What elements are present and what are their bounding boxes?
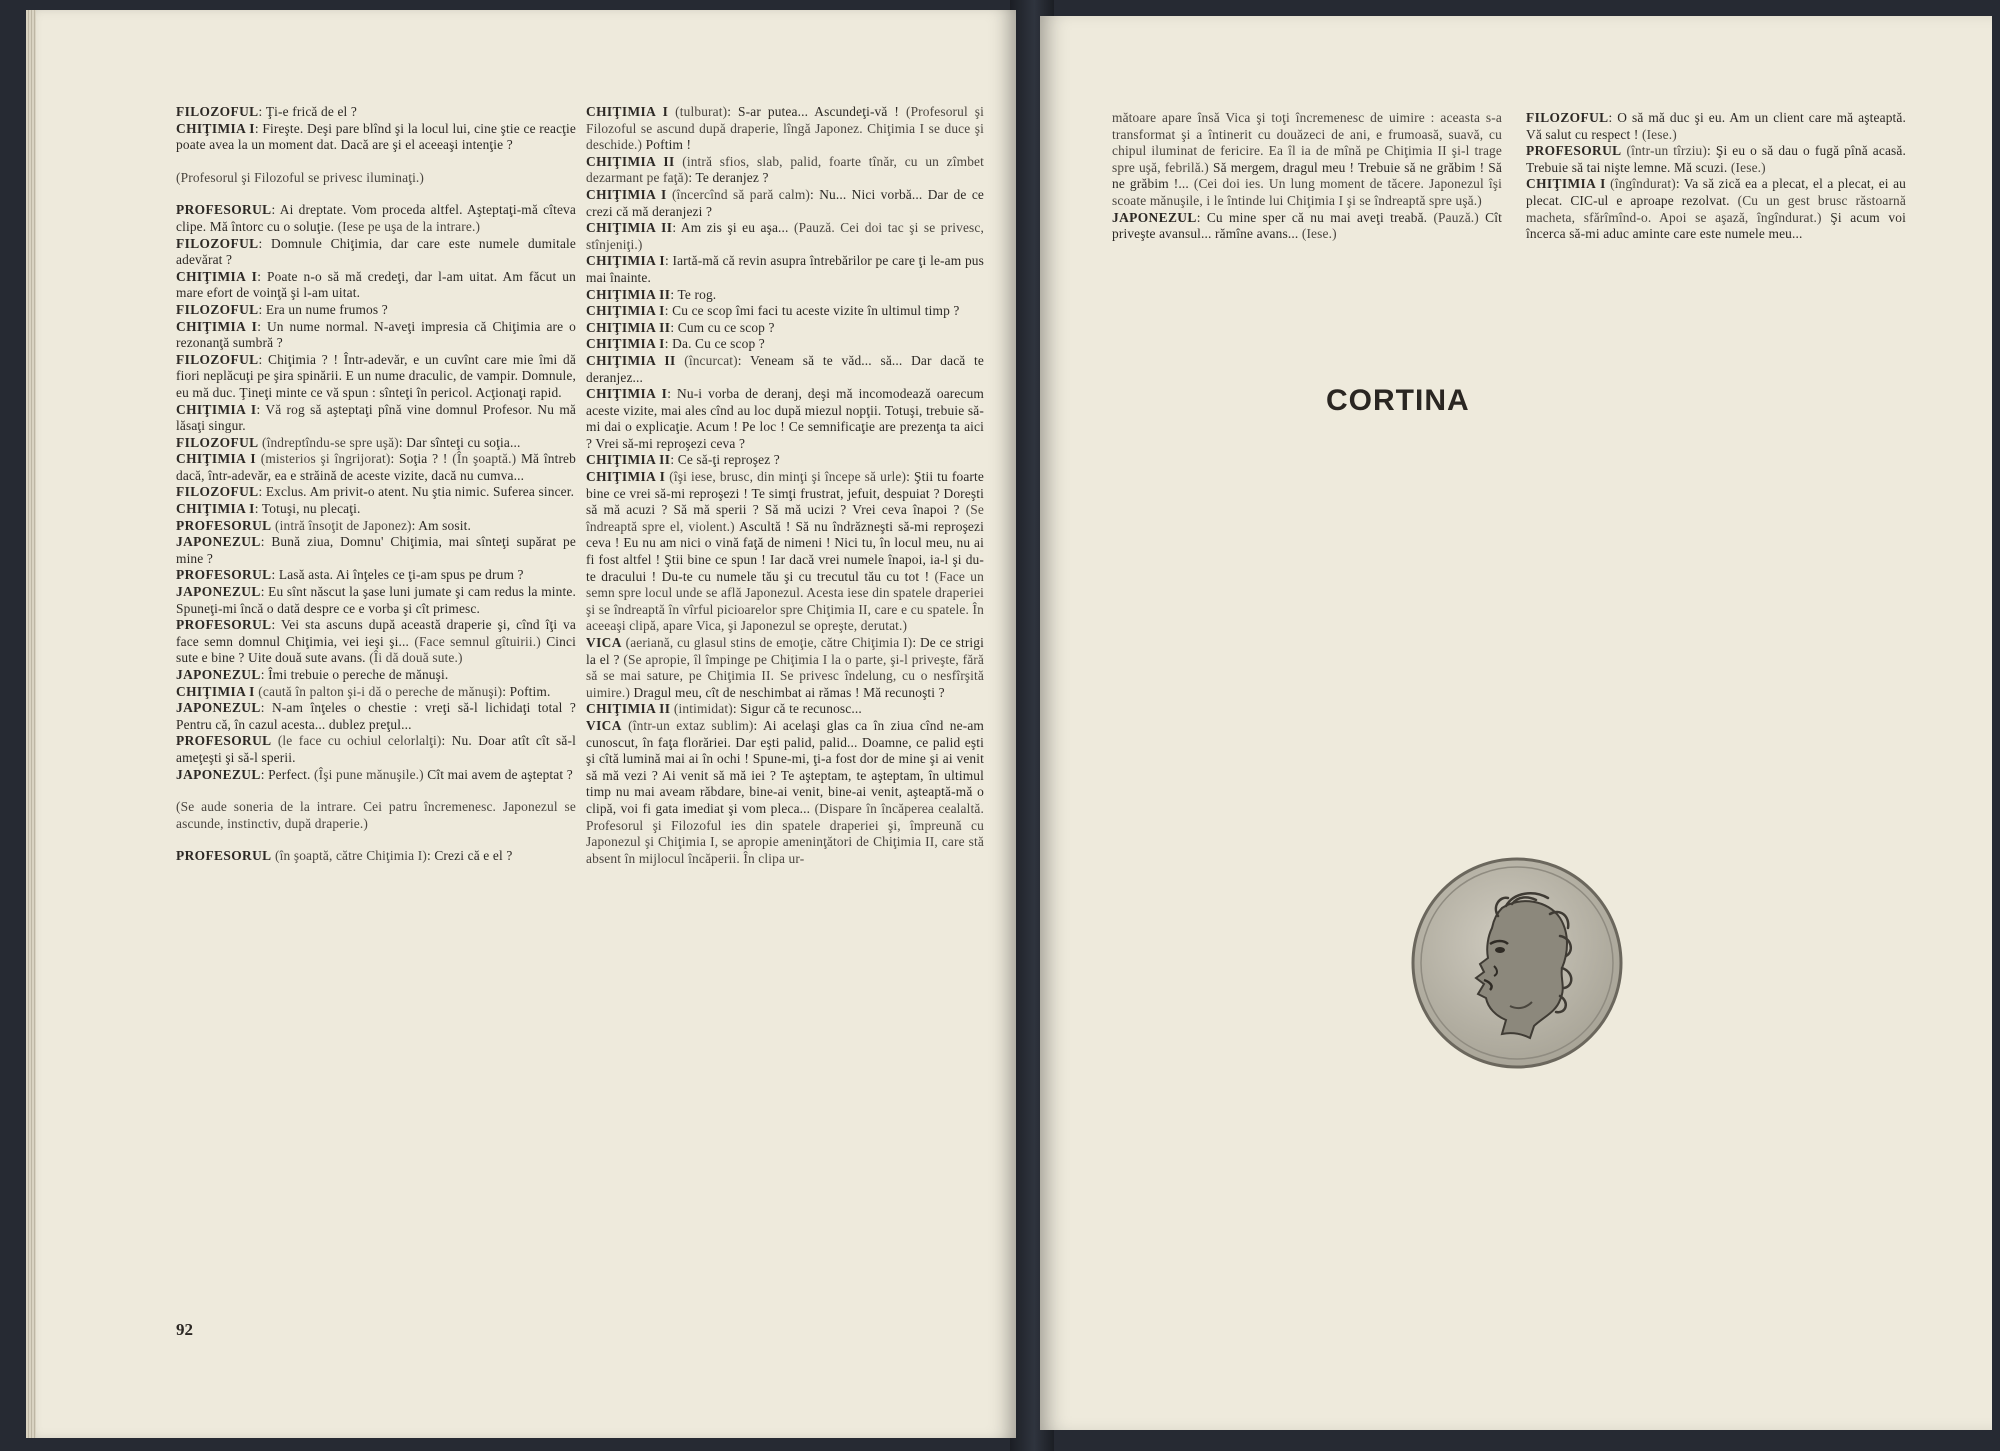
dialogue-text: : Nu... Nici vorbă... Dar de ce crezi că mă deranjezi ? [586,186,984,219]
dialogue-paragraph [586,220,984,253]
dialogue-text: Dragul meu, cît de neschimbat ai rămas ! Mă recunoşti ? [629,684,945,700]
dialogue-paragraph [586,253,984,286]
dialogue-text: Cinci sute e bine ? Uite două sute avans. [176,633,576,666]
dialogue-text: : Fireşte. Deşi pare blînd şi la locul lui, cine ştie ce reacţie poate avea la un moment dat. Dacă are şi el aceeaşi intenţie ? [176,120,577,153]
dialogue-paragraph [586,187,984,220]
dialogue-paragraph [176,617,576,667]
dialogue-paragraph [1112,210,1502,243]
dialogue-text: : Ştii tu foarte bine ce vrei să-mi reproşezi ! Te simţi frustrat, jefuit, despuiat ? Doreşti să mă acuzi ? Să mă sperii ? Să mă ucizi ? Vrei ceva înapoi ? [586,469,984,518]
dialogue-paragraph [176,518,576,535]
dialogue-paragraph [586,386,984,452]
dialogue-paragraph [176,733,576,766]
dialogue-paragraph [176,484,576,501]
page-number: 92 [176,1320,193,1339]
dialogue-paragraph [586,452,984,469]
stage-direction: (Se îndreaptă spre el, violent.) [586,502,984,534]
left-page-column-2 [586,104,984,867]
dialogue-paragraph [176,848,576,865]
speaker-name: CHIŢIMIA I [586,386,668,402]
page-edges [26,10,36,1438]
dialogue-text: : Îmi trebuie o pereche de mănuşi. [260,667,449,682]
dialogue-text: : Veneam să te văd... să... Dar dacă te deranjez... [586,352,985,385]
dialogue-text: : Ai dreptate. Vom proceda altfel. Aşteptaţi-mă cîteva clipe. Mă întorc cu o soluţie. [176,202,576,234]
dialogue-text: : Vei sta ascuns după această draperie şi, cînd îţi va face semn domnul Chiţimia, vei ieşi şi... [176,617,576,649]
dialogue-text: : Am sosit. [411,517,471,533]
dialogue-paragraph [176,104,576,121]
dialogue-text: : Crezi că e el ? [426,848,513,864]
stage-direction: (le face cu ochiul celorlalţi) [277,733,442,749]
dialogue-paragraph [176,352,576,402]
dialogue-text: Cît mai avem de aşteptat ? [423,766,573,782]
speaker-name: CHIŢIMIA II [586,319,671,335]
dialogue-text: : O să mă duc şi eu. Am un client care mă aşteaptă. Vă salut cu respect ! [1526,110,1906,142]
speaker-name: CHIŢIMIA II [586,286,671,302]
speaker-name: JAPONEZUL [176,667,261,682]
speaker-name: FILOZOFUL [176,434,259,450]
stage-direction: (Dispare în încăperea cealaltă. Profesorul şi Filozoful ies din spatele draperiei şi, împreună cu Japonezul şi Chiţimia I, se apropie ameninţători de Chiţimia II, care stă absent în mijlocul încăperii. În clipa ur- [586,800,984,866]
speaker-name: JAPONEZUL [176,584,261,600]
stage-direction: (Se aude soneria de la intrare. Cei patru încremenesc. Japonezul se ascunde, instinctiv, după draperie.) [176,799,576,831]
dialogue-text: : Chiţimia ? ! Într-adevăr, e un cuvînt care mie îmi dă fiori neplăcuţi pe şira spinării. E un nume draculic, de vampir. Domnule, eu mă duc. Ţineţi minte ce vă spun : sînteţi în pericol. Acţionaţi rapid. [176,351,576,400]
dialogue-text: : Sigur că te recunosc... [732,701,862,717]
stage-direction: mătoare apare însă Vica şi toţi încremenesc de uimire : aceasta s-a transformat şi a întinerit cu douăzeci de ani, e frumoasă, suavă, cu chipul iluminat de fericire. Ea îl ia de mînă pe Chiţimia II şi-l trage spre uşă, febrilă.) [1112,110,1502,175]
speaker-name: FILOZOFUL [176,235,259,251]
stage-direction: (încercînd să pară calm) [671,186,811,202]
stage-direction: (îşi iese, brusc, din minţi şi începe să urle) [669,469,907,485]
dialogue-text: : Totuşi, nu plecaţi. [254,501,361,517]
speaker-name: PROFESORUL [176,517,272,533]
stage-direction: (Se apropie, îl împinge pe Chiţimia I la o parte, şi-l priveşte, fără să se mai sature, pe Chiţimia II. Se privesc îndelung, cu o nesfîrşită uimire.) [586,651,984,700]
dialogue-paragraph [176,302,576,319]
dialogue-paragraph [1112,110,1502,210]
dialogue-text: : Nu-i vorba de deranj, deşi mă incomodează oarecum aceste vizite, mai ales cînd au loc după miezul nopţii. Totuşi, trebuie să-mi dai o explicaţie. Acum ! Pe loc ! Ce semnificaţie are prezenţa ta aici ? Vrei să-mi reproşezi ceva ? [586,386,984,451]
dialogue-paragraph [176,799,576,832]
dialogue-text: : Cu mine sper că nu mai aveţi treabă. [1196,209,1434,225]
stage-direction: (Profesorul şi Filozoful se privesc iluminaţi.) [176,169,425,185]
speaker-name: CHIŢIMIA I [176,268,258,284]
dialogue-text: : N-am înţeles o chestie : vreţi să-l lichidaţi total ? Pentru că, în cazul acesta... dublez preţul... [176,700,576,732]
speaker-name: JAPONEZUL [176,700,261,716]
speaker-name: CHIŢIMIA I [586,303,665,319]
left-page [26,10,1016,1438]
dialogue-paragraph [586,336,984,353]
right-page-column-2 [1526,110,1906,243]
dialogue-text: : Poate n-o să mă credeţi, dar l-am uitat. Am făcut un mare efort de voinţă şi l-am uitat. [176,268,576,301]
dialogue-paragraph [586,320,984,337]
dialogue-text: : Eu sînt născut la şase luni jumate şi cam redus la minte. Spuneţi-mi încă o dată despre ce e vorba şi cît primesc. [176,584,576,616]
speaker-name: CHIŢIMIA II [586,452,671,468]
dialogue-paragraph [586,104,984,154]
stage-direction: (caută în palton şi-i dă o pereche de mănuşi) [258,683,503,699]
speaker-name: CHIŢIMIA II [586,701,671,717]
dialogue-paragraph [176,402,576,435]
dialogue-text: : Şi eu o să dau o fugă pînă acasă. Trebuie să tai nişte lemne. Mă scuzi. [1526,143,1907,175]
dialogue-paragraph [176,319,576,352]
speaker-name: VICA [586,635,622,650]
stage-direction: (Iese.) [1641,126,1677,142]
dialogue-text: : Nu. Doar atît cît să-l ameţeşti şi să-l sperii. [176,733,576,765]
dialogue-text: : Ţi-e frică de el ? [258,104,358,119]
stage-direction: (Îşi pune mănuşile.) [314,766,424,782]
speaker-name: JAPONEZUL [176,534,261,550]
speaker-name: CHIŢIMIA I [176,318,258,334]
dialogue-text: : Iartă-mă că revin asupra întrebărilor pe care ţi le-am pus mai înainte. [586,253,985,285]
dialogue-paragraph [176,236,576,269]
dialogue-paragraph [176,435,576,452]
speaker-name: JAPONEZUL [176,766,261,782]
right-page [1040,16,1992,1430]
theatre-mask-medallion-icon [1410,856,1624,1070]
stage-direction: (În şoaptă.) [452,451,517,467]
dialogue-text: : Poftim. [502,683,551,699]
stage-direction: (într-un extaz sublim) [628,717,754,733]
speaker-name: CHIŢIMIA I [176,683,255,699]
speaker-name: FILOZOFUL [176,351,259,367]
speaker-name: CHIŢIMIA I [586,186,667,202]
speaker-name: CHIŢIMIA I [586,336,665,352]
speaker-name: CHIŢIMIA I [176,451,257,467]
dialogue-paragraph [586,469,984,635]
dialogue-paragraph [586,635,984,701]
dialogue-paragraph [1526,143,1906,176]
stage-direction: (în şoaptă, către Chiţimia I) [275,848,427,864]
speaker-name: FILOZOFUL [1526,110,1609,125]
dialogue-text: : Soţia ? ! [390,451,453,467]
dialogue-text: : Ce să-ţi reproşez ? [670,452,780,468]
dialogue-text: : S-ar putea... Ascundeţi-vă ! [727,104,906,119]
speaker-name: CHIŢIMIA II [586,220,673,236]
dialogue-text: : Vă rog să aşteptaţi pînă vine domnul Profesor. Nu mă lăsaţi singur. [176,401,576,434]
curtain-heading: CORTINA [1326,384,1470,417]
dialogue-text: : Cum cu ce scop ? [670,319,775,335]
stage-direction: (misterios şi îngrijorat) [260,451,391,467]
dialogue-paragraph [176,501,576,518]
dialogue-text: : Un nume normal. N-aveţi impresia că Chiţimia are o rezonanţă sumbră ? [176,318,576,351]
dialogue-paragraph [176,170,576,187]
stage-direction: (Pauză.) [1433,209,1479,225]
dialogue-text: : Te deranjez ? [688,170,769,186]
speaker-name: CHIŢIMIA I [176,501,255,517]
dialogue-paragraph [176,584,576,617]
stage-direction: (Îi dă două sute.) [369,650,463,666]
speaker-name: FILOZOFUL [176,484,259,500]
stage-direction: (intră sfios, slab, palid, foarte tînăr, cu un zîmbet dezarmant pe faţă) [586,153,985,186]
stage-direction: (Iese pe uşa de la intrare.) [337,218,481,234]
dialogue-paragraph [176,121,576,154]
stage-direction: (Cei doi ies. Un lung moment de tăcere. Japonezul îşi scoate mănuşile, i le întinde lui Chiţimia I şi se îndreaptă spre uşă.) [1112,176,1502,208]
speaker-name: FILOZOFUL [176,104,259,119]
speaker-name: FILOZOFUL [176,301,259,317]
dialogue-paragraph [586,353,984,386]
dialogue-text: : De ce strigi la el ? [586,635,985,667]
stage-direction: (Face un semn spre locul unde se află Japonezul. Acesta iese din spatele draperiei şi se îndreaptă în vîrful picioarelor spre Chiţimia II, care e cu spatele. În aceeaşi clipă, apare Vica, şi Japonezul se opreşte, derutat.) [586,568,984,634]
speaker-name: CHIŢIMIA II [586,352,676,368]
dialogue-paragraph [586,154,984,187]
dialogue-paragraph [176,534,576,567]
dialogue-paragraph [176,700,576,733]
speaker-name: CHIŢIMIA I [586,253,665,269]
stage-direction: (încurcat) [684,352,738,368]
stage-direction: (intimidat) [673,701,733,717]
stage-direction: (într-un tîrziu) [1626,143,1708,159]
dialogue-paragraph [176,567,576,584]
stage-direction: (Face semnul gîtuirii.) [414,633,541,649]
dialogue-text: : Domnule Chiţimia, dar care este numele dumitale adevărat ? [176,235,576,268]
dialogue-text: Mă întreb dacă, într-adevăr, ea e străină de aceste vizite, dacă nu cumva... [176,451,576,483]
dialogue-text: : Va să zică ea a plecat, el a plecat, ei au plecat. CIC-ul e aproape rezolvat. [1526,176,1907,208]
speaker-name: CHIŢIMIA I [586,469,666,485]
speaker-name: VICA [586,717,622,733]
stage-direction: (Pauză. Cei doi tac şi se privesc, stînjeniţi.) [586,220,984,252]
dialogue-text: Şi acum voi încerca să-mi aduc aminte care este numele meu... [1526,209,1906,242]
dialogue-text: Ascultă ! Să nu îndrăzneşti să-mi reproşezi ceva ! Eu nu am nici o vină faţă de nimeni ! Nici tu, în locul meu, nu ai fi fost altfel ! Ştii bine ce spun ! Iar dacă vrei numele înapoi, ia-l şi du-te dracului ! Du-te cu numele tău şi cu trecutul tău cu tot ! [586,518,984,584]
left-page-column-1 [176,104,576,865]
speaker-name: CHIŢIMIA I [176,120,255,136]
speaker-name: CHIŢIMIA I [586,104,669,119]
speaker-name: PROFESORUL [1526,143,1622,159]
dialogue-text [676,353,685,368]
stage-direction: (Iese.) [1301,226,1337,242]
speaker-name: PROFESORUL [176,733,272,749]
speaker-name: PROFESORUL [176,848,272,864]
dialogue-paragraph [1526,110,1906,143]
dialogue-text: : Era un nume frumos ? [258,301,388,317]
dialogue-text: : Cu ce scop îmi faci tu aceste vizite în ultimul timp ? [664,303,960,319]
dialogue-paragraph [176,269,576,302]
dialogue-text: : Am zis şi eu aşa... [672,220,794,236]
dialogue-text: : Perfect. [260,766,315,782]
dialogue-paragraph [176,684,576,701]
dialogue-paragraph [176,767,576,784]
dialogue-paragraph [176,451,576,484]
speaker-name: CHIŢIMIA II [586,153,675,169]
stage-direction: (intră însoţit de Japonez) [275,517,412,533]
dialogue-paragraph [1526,176,1906,242]
speaker-name: CHIŢIMIA I [176,401,257,417]
stage-direction: (Iese.) [1730,159,1766,175]
dialogue-paragraph [586,287,984,304]
dialogue-text: : Da. Cu ce scop ? [664,336,765,352]
dialogue-paragraph [176,667,576,684]
dialogue-text: : Te rog. [670,286,717,302]
right-page-column-1 [1112,110,1502,243]
stage-direction: (îndreptîndu-se spre uşă) [261,434,399,450]
speaker-name: CHIŢIMIA I [1526,176,1606,192]
dialogue-text: : Exclus. Am privit-o atent. Nu ştia nimic. Suferea sincer. [258,484,575,500]
stage-direction: (tulburat) [675,104,728,119]
dialogue-text: : Dar sînteţi cu soţia... [398,434,521,450]
stage-direction: (îngîndurat) [1610,176,1676,192]
speaker-name: PROFESORUL [176,202,272,218]
dialogue-paragraph [176,202,576,235]
dialogue-paragraph [586,701,984,718]
dialogue-text: Cît priveşte avansul... rămîne avans... [1112,209,1502,242]
speaker-name: PROFESORUL [176,567,272,583]
dialogue-text: Să mergem, dragul meu ! Trebuie să ne grăbim ! Să ne grăbim !... [1112,159,1502,192]
dialogue-paragraph [586,303,984,320]
dialogue-text: : Lasă asta. Ai înţeles ce ţi-am spus pe drum ? [271,567,524,583]
dialogue-text: : Ai acelaşi glas ca în ziua cînd ne-am cunoscut, în faţa florăriei. Dar eşti palid, palid... Doamne, ce palid eşti şi cîtă lumină mai ai în ochi ! Spune-mi, ţi-a fost dor de mine şi ai venit să mă vezi ? Ai venit să mă iei ? Te aşteptam, te aşteptam, în ultimul timp nu mai aveam răbdare, bine-ai venit, bine-ai venit, aşteaptă-mă o clipă, voi fi gata imediat şi vom pleca... [586,717,984,816]
dialogue-text: Poftim ! [642,137,692,153]
stage-direction: (aeriană, cu glasul stins de emoţie, către Chiţimia I) [625,635,913,650]
dialogue-paragraph [586,718,984,867]
stage-direction: (Cu un gest brusc răstoarnă macheta, sfărîmînd-o. Apoi se aşază, îngîndurat.) [1526,192,1906,225]
speaker-name: PROFESORUL [176,617,272,633]
dialogue-text: : Bună ziua, Domnu' Chiţimia, mai sînteţi supărat pe mine ? [176,534,576,566]
stage-direction: (Profesorul şi Filozoful se ascund după draperie, lîngă Japonez. Chiţimia I se duce şi deschide.) [586,104,985,153]
speaker-name: JAPONEZUL [1112,209,1197,225]
